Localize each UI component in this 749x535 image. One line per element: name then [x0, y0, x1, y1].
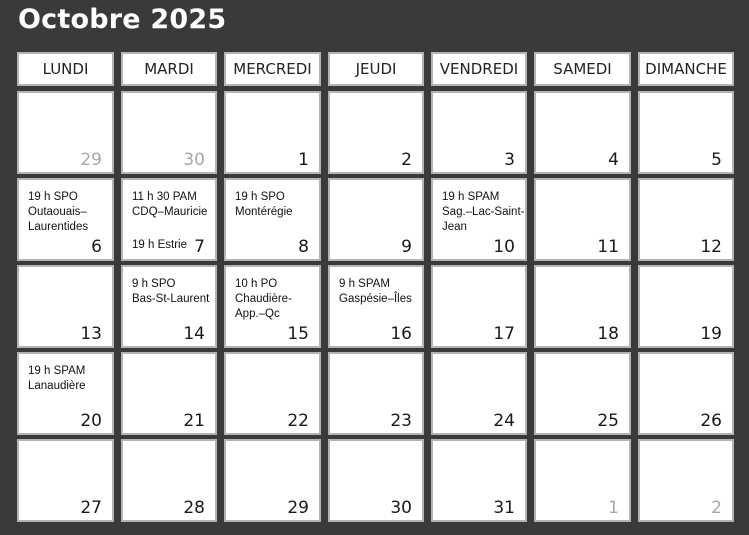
week-row [17, 265, 741, 348]
day-cell[interactable] [431, 178, 527, 261]
day-number: 30 [390, 498, 412, 518]
day-cell[interactable] [638, 439, 734, 522]
day-number: 16 [390, 324, 412, 344]
day-cell[interactable] [534, 352, 631, 435]
day-number: 14 [183, 324, 205, 344]
event-entry[interactable]: 19 h Estrie [132, 239, 187, 251]
day-number: 17 [493, 324, 515, 344]
event-entry[interactable]: 10 h PO Chaudière- App.–Qc [235, 278, 292, 320]
day-cell[interactable] [224, 178, 321, 261]
day-number: 23 [390, 411, 412, 431]
day-cell[interactable] [224, 439, 321, 522]
event-entry[interactable]: 19 h SPO Montérégie [235, 191, 293, 218]
day-cell[interactable] [638, 265, 734, 348]
day-number: 13 [80, 324, 102, 344]
day-cell[interactable] [431, 352, 527, 435]
day-cell[interactable] [328, 439, 424, 522]
event-entry[interactable]: 9 h SPO Bas-St-Laurent [132, 278, 210, 305]
day-number: 28 [183, 498, 205, 518]
day-cell[interactable] [638, 352, 734, 435]
day-cell[interactable] [431, 265, 527, 348]
day-number: 10 [493, 237, 515, 257]
day-number: 24 [493, 411, 515, 431]
day-number: 1 [298, 150, 309, 170]
day-number: 20 [80, 411, 102, 431]
weekday-jeudi: JEUDI [328, 52, 424, 86]
day-number: 27 [80, 498, 102, 518]
day-cell[interactable] [17, 265, 114, 348]
day-number: 25 [597, 411, 619, 431]
day-cell[interactable] [534, 178, 631, 261]
calendar-grid [17, 91, 741, 526]
day-cell[interactable] [638, 178, 734, 261]
day-number: 6 [91, 237, 102, 257]
day-number: 29 [287, 498, 309, 518]
day-number: 5 [711, 150, 722, 170]
day-number: 18 [597, 324, 619, 344]
calendar-title: Octobre 2025 [18, 4, 227, 35]
day-number: 4 [608, 150, 619, 170]
day-cell[interactable] [224, 265, 321, 348]
day-number: 7 [194, 237, 205, 257]
weekday-header-row [17, 52, 741, 86]
day-number: 21 [183, 411, 205, 431]
week-row [17, 352, 741, 435]
day-number: 29 [80, 150, 102, 170]
day-cell[interactable] [121, 439, 217, 522]
day-number: 15 [287, 324, 309, 344]
day-cell[interactable] [17, 91, 114, 174]
day-number: 2 [711, 498, 722, 518]
event-entry[interactable]: 19 h SPO Outaouais– Laurentides [28, 191, 89, 233]
weekday-samedi: SAMEDI [534, 52, 631, 86]
day-cell[interactable] [121, 91, 217, 174]
weekday-mercredi: MERCREDI [224, 52, 321, 86]
day-cell[interactable] [431, 439, 527, 522]
day-cell[interactable] [638, 91, 734, 174]
week-row [17, 91, 741, 174]
day-cell[interactable] [328, 352, 424, 435]
day-cell[interactable] [328, 265, 424, 348]
day-number: 31 [493, 498, 515, 518]
day-cell[interactable] [224, 91, 321, 174]
event-entry[interactable]: 19 h SPAM Lanaudière [28, 365, 86, 392]
day-number: 3 [504, 150, 515, 170]
weekday-mardi: MARDI [121, 52, 217, 86]
day-cell[interactable] [534, 265, 631, 348]
day-cell[interactable] [121, 178, 217, 261]
day-cell[interactable] [121, 265, 217, 348]
day-number: 1 [608, 498, 619, 518]
day-cell[interactable] [17, 439, 114, 522]
week-row [17, 439, 741, 522]
day-cell[interactable] [534, 439, 631, 522]
event-entry[interactable]: 9 h SPAM Gaspésie–Îles [339, 278, 412, 305]
day-cell[interactable] [534, 91, 631, 174]
day-cell[interactable] [431, 91, 527, 174]
weekday-dimanche: DIMANCHE [638, 52, 734, 86]
day-cell[interactable] [17, 352, 114, 435]
day-number: 30 [183, 150, 205, 170]
event-entry[interactable]: 19 h SPAM Sag.–Lac-Saint- Jean [442, 191, 525, 233]
week-row [17, 178, 741, 261]
day-cell[interactable] [224, 352, 321, 435]
day-cell[interactable] [17, 178, 114, 261]
day-number: 2 [401, 150, 412, 170]
day-cell[interactable] [328, 178, 424, 261]
weekday-vendredi: VENDREDI [431, 52, 527, 86]
day-cell[interactable] [328, 91, 424, 174]
event-entry[interactable]: 11 h 30 PAM CDQ–Mauricie [132, 191, 208, 218]
day-cell[interactable] [121, 352, 217, 435]
day-number: 26 [700, 411, 722, 431]
day-number: 22 [287, 411, 309, 431]
day-number: 12 [700, 237, 722, 257]
day-number: 11 [597, 237, 619, 257]
day-number: 9 [401, 237, 412, 257]
day-number: 8 [298, 237, 309, 257]
day-number: 19 [700, 324, 722, 344]
weekday-lundi: LUNDI [17, 52, 114, 86]
